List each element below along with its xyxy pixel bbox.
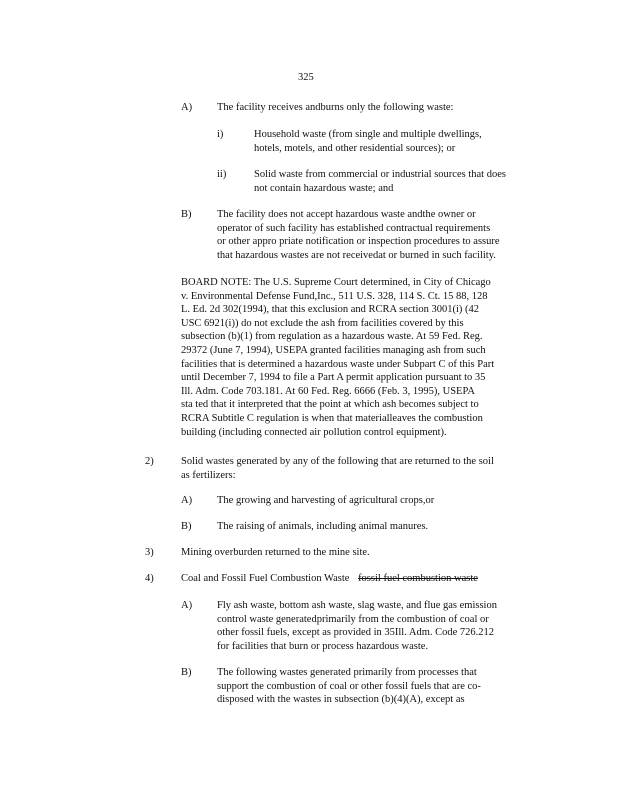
sub-i-line: Household waste (from single and multiple dwellings, [254,129,482,140]
board-note [181,276,540,439]
item-4a-line: for facilities that burn or process hazardous waste. [217,640,429,652]
item-4b-text [217,666,540,707]
item-2-line: Solid wastes generated by any of the following that are returned to the soil [181,456,494,467]
board-note-line: Ill. Adm. Code 703.181. At 60 Fed. Reg. 6666 (Feb. 3, 1995), USEPA [181,385,475,397]
item-3-label: 3) [145,547,154,558]
item-2a-label: A) [181,495,193,506]
board-note-line: USC 6921(i)) do not exclude the ash from facilities covered by this [181,317,464,329]
board-note-line: RCRA Subtitle C regulation is when that materialleaves the combustion [181,412,483,424]
item-4-struck-text: fossil fuel combustion waste [358,573,478,584]
item-4-heading [181,572,540,586]
item-4b-line: disposed with the wastes in subsection (b)(4)(A), except as [217,694,465,706]
sub-ii-text [254,168,540,195]
sub-i-text [254,128,540,155]
item-a-text: The facility receives andburns only the following waste: [217,102,454,113]
board-note-line: building (including connected air pollution control equipment). [181,426,447,438]
sub-i-label: i) [217,129,224,140]
item-4a-label: A) [181,600,193,611]
item-4-label: 4) [145,573,154,584]
item-b-text [217,208,540,262]
item-b-line: that hazardous wastes are not receivedat or burned in such facility. [217,249,496,261]
board-note-line: until December 7, 1994 to file a Part A permit application pursuant to 35 [181,372,486,384]
item-4b-label: B) [181,667,192,678]
item-4a-line: control waste generatedprimarily from the combustion of coal or [217,613,489,625]
board-note-line: subsection (b)(1) from regulation as a hazardous waste. At 59 Fed. Reg. [181,331,483,343]
board-note-line: BOARD NOTE: The U.S. Supreme Court determined, in City of Chicago [181,277,491,288]
item-2b-label: B) [181,521,192,532]
item-3-text: Mining overburden returned to the mine site. [181,547,370,558]
item-2-text [181,455,540,482]
sub-ii-line: not contain hazardous waste; and [254,182,394,194]
page-number: 325 [298,72,314,83]
item-b-line: or other appro priate notification or inspection procedures to assure [217,236,500,248]
item-2-label: 2) [145,456,154,467]
item-a-label: A) [181,102,193,113]
item-b-label: B) [181,209,192,220]
sub-ii-label: ii) [217,169,227,180]
item-b-line: operator of such facility has established contractual requirements [217,222,491,234]
board-note-line: v. Environmental Defense Fund,Inc., 511 U.S. 328, 114 S. Ct. 15 88, 128 [181,290,488,302]
item-4b-line: support the combustion of coal or other fossil fuels that are co- [217,680,481,692]
sub-ii-line: Solid waste from commercial or industrial sources that does [254,169,506,180]
item-2b-text: The raising of animals, including animal manures. [217,521,429,532]
item-4-text: Coal and Fossil Fuel Combustion Waste [181,573,350,584]
item-4a-text [217,599,540,653]
item-b-line: The facility does not accept hazardous waste andthe owner or [217,209,476,220]
board-note-line: L. Ed. 2d 302(1994), that this exclusion and RCRA section 3001(i) (42 [181,304,480,316]
item-4a-line: Fly ash waste, bottom ash waste, slag waste, and flue gas emission [217,600,497,611]
board-note-line: facilities that is determined a hazardous waste under Subpart C of this Part [181,358,495,370]
board-note-line: 29372 (June 7, 1994), USEPA granted facilities managing ash from such [181,344,486,356]
item-4b-line: The following wastes generated primarily from processes that [217,667,477,678]
item-2a-text: The growing and harvesting of agricultural crops,or [217,495,435,506]
item-4a-line: other fossil fuels, except as provided in 35Ill. Adm. Code 726.212 [217,627,495,639]
sub-i-line: hotels, motels, and other residential sources); or [254,142,456,154]
item-2-line: as fertilizers: [181,469,236,481]
board-note-line: sta ted that it interpreted that the point at which ash becomes subject to [181,399,479,411]
